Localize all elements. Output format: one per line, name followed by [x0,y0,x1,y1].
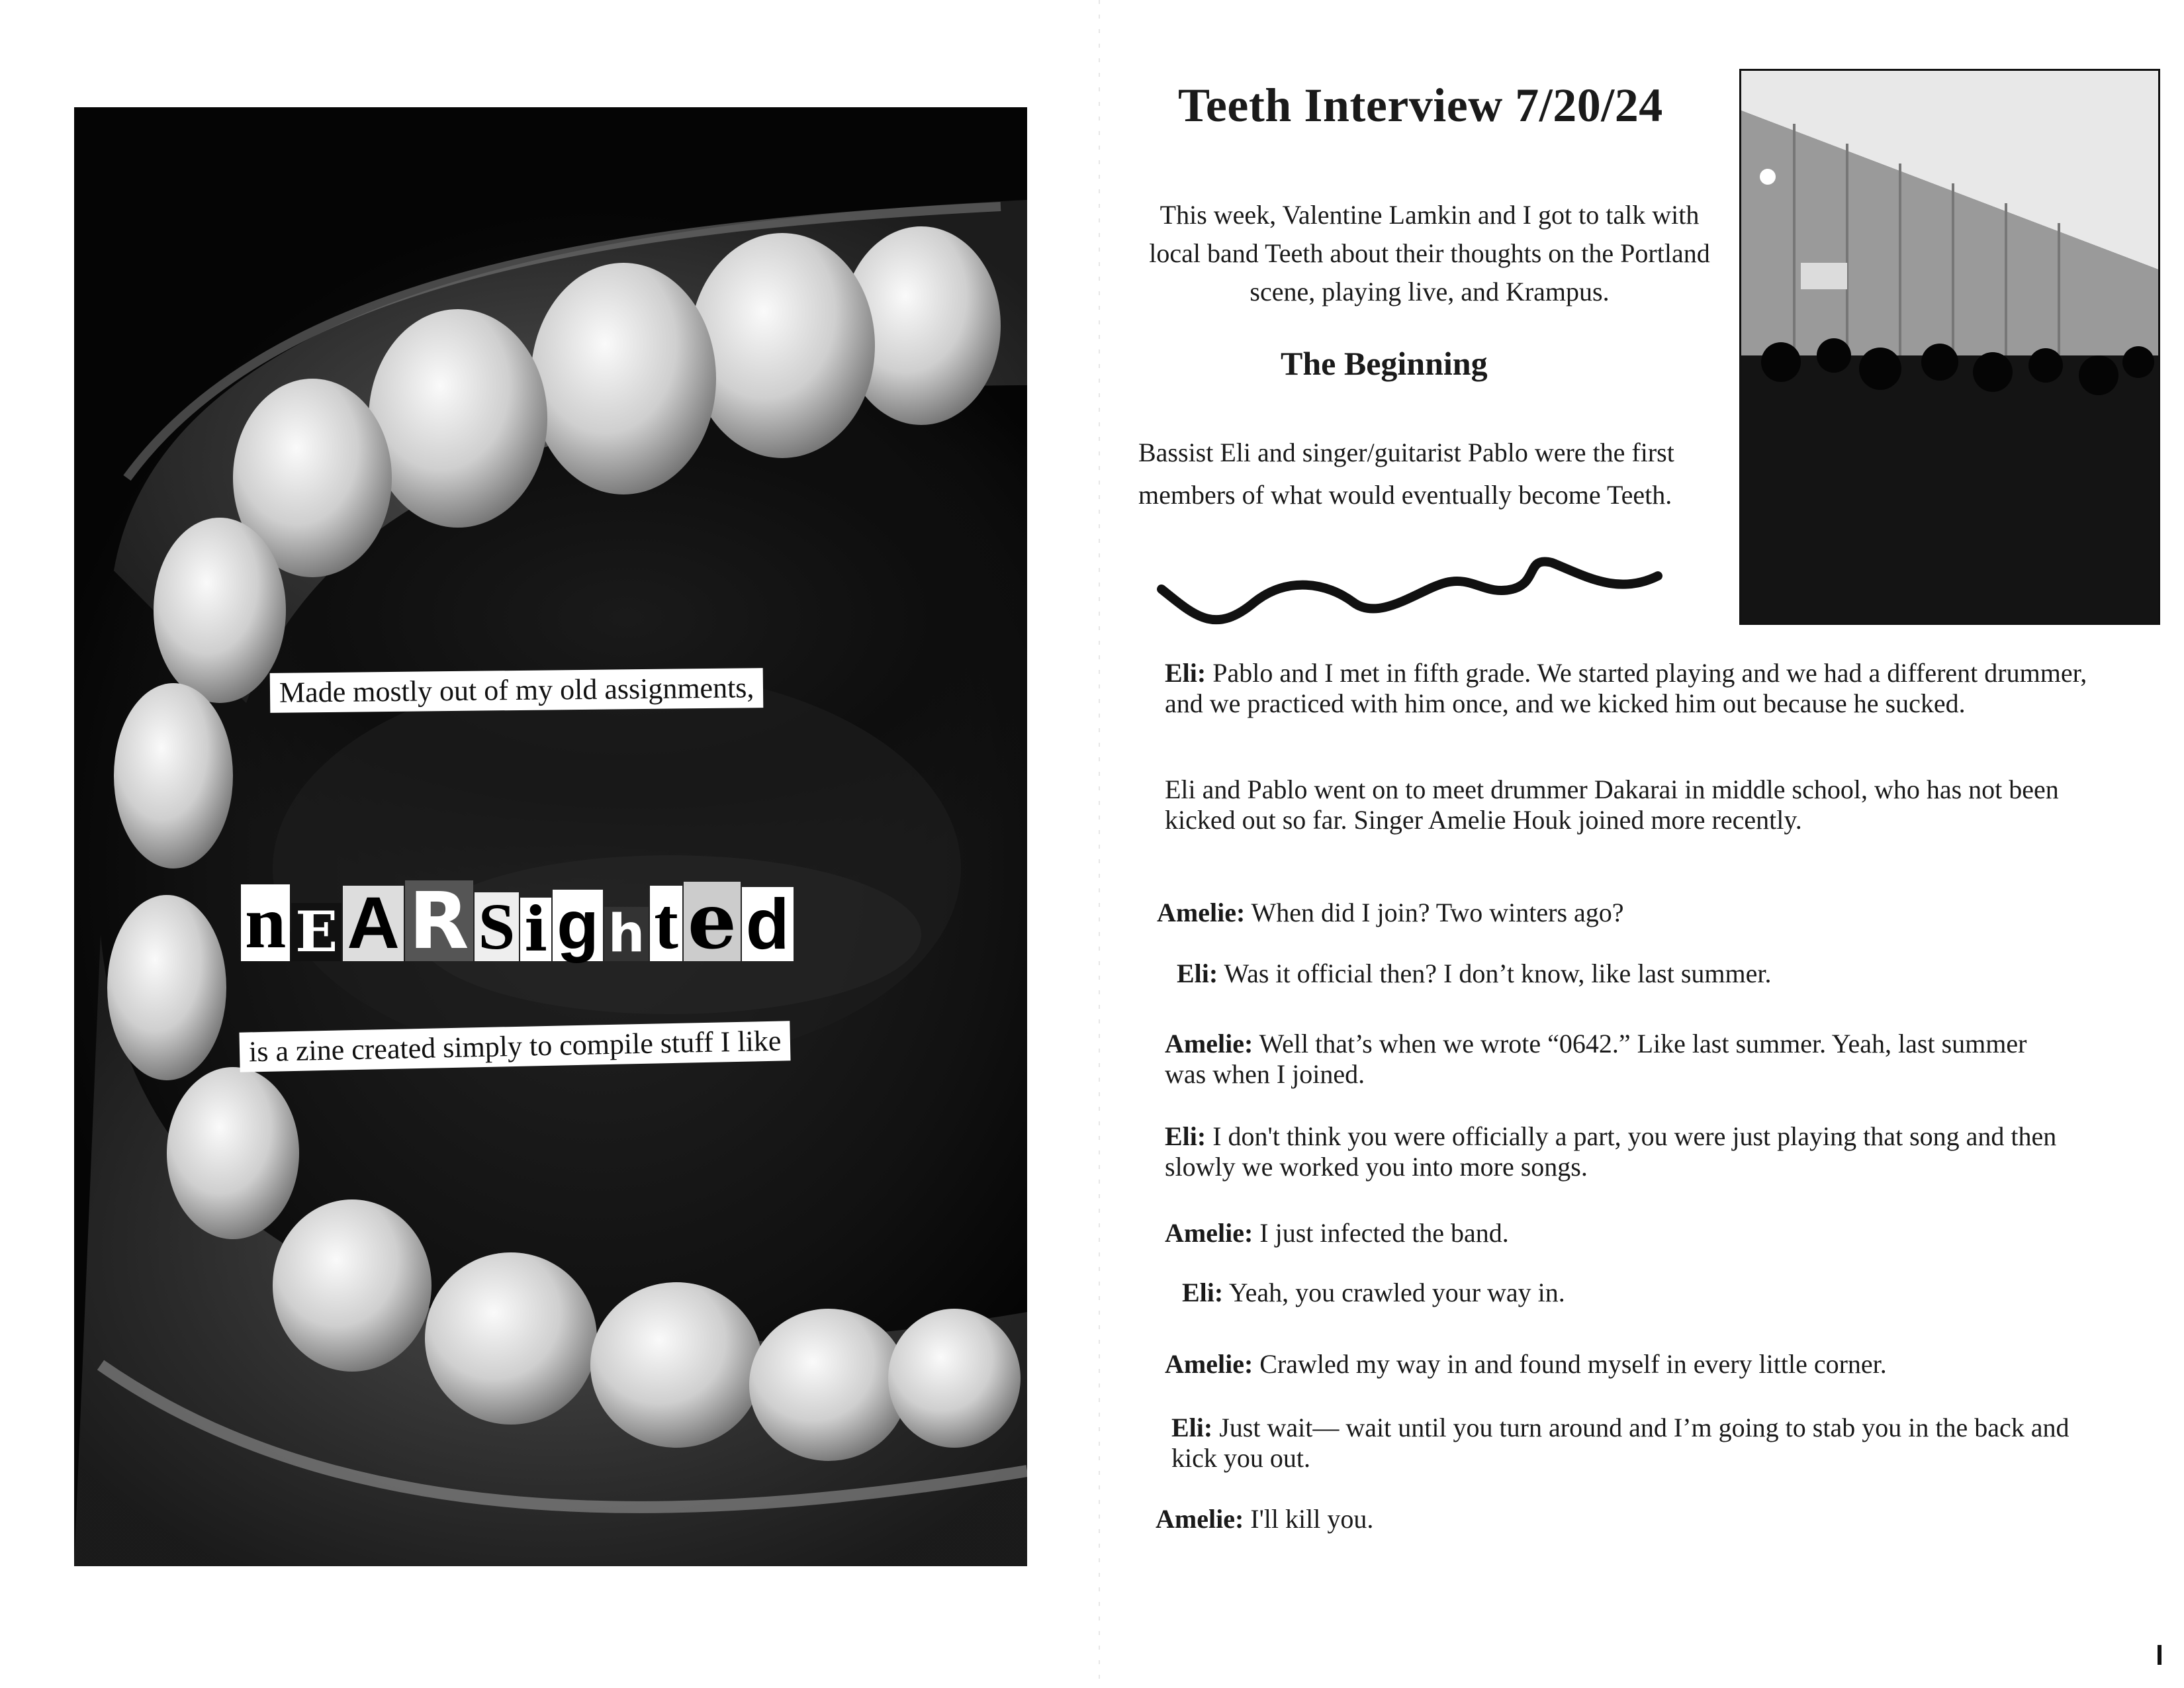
ransom-letter: A [343,886,403,961]
zine-title-ransom-letters [241,875,795,966]
speaker-label: Amelie: [1157,898,1246,927]
transcript-entry [1171,1413,2105,1474]
speaker-label: Eli: [1177,959,1218,988]
entry-text: I'll kill you. [1250,1504,1374,1534]
squiggle-line [1155,549,1664,635]
speaker-label: Amelie: [1165,1349,1253,1379]
transcript-entry [1165,658,2098,719]
section-heading: The Beginning [1281,345,1488,382]
speaker-label: Eli: [1165,658,1206,688]
ransom-letter: g [553,890,603,961]
entry-text: Was it official then? I don’t know, like last summer. [1224,959,1772,988]
article-title: Teeth Interview 7/20/24 [1178,79,1663,132]
entry-text: Just wait— wait until you turn around and I’m going to stab you in the back and kick you out. [1171,1413,2070,1473]
cover-subtitle-top: Made mostly out of my old assignments, [270,668,764,713]
speaker-label: Amelie: [1165,1029,1253,1058]
entry-text: When did I join? Two winters ago? [1251,898,1624,927]
transcript-entry [1177,959,1772,989]
entry-text: Pablo and I met in fifth grade. We started playing and we had a different drummer, and we practiced with him once, and we kicked him out because he sucked. [1165,658,2087,718]
teeth-photo [74,107,1027,1566]
entry-text: Eli and Pablo went on to meet drummer Dakarai in middle school, who has not been kicked out so far. Singer Amelie Houk joined more recently. [1165,774,2059,835]
ransom-letter: i [520,898,551,961]
ransom-letter: d [742,887,794,961]
transcript-entry [1165,1029,2071,1090]
speaker-label: Amelie: [1165,1218,1253,1248]
entry-text: I just infected the band. [1259,1218,1509,1248]
transcript-entry [1165,1349,1887,1380]
speaker-label: Eli: [1165,1121,1206,1151]
transcript-entry [1165,774,2091,835]
article-intro: This week, Valentine Lamkin and I got to talk with local band Teeth about their thoughts on the Portland scene, playing live, and Krampus. [1149,200,1710,306]
ransom-letter: t [650,886,682,961]
transcript-entry [1156,1504,1373,1534]
ransom-letter: R [405,880,473,961]
band-venue-photo [1739,69,2160,625]
transcript-entry [1182,1278,1565,1308]
cover-subtitle-bottom: is a zine created simply to compile stuff I like [239,1021,790,1072]
speaker-label: Eli: [1182,1278,1224,1307]
ransom-letter: E [291,903,341,961]
ransom-letter: S [475,892,520,961]
page-fold [1099,0,1100,1688]
ransom-letter: e [684,882,741,961]
ransom-letter: h [604,907,649,961]
page-edge-mark [2158,1645,2161,1665]
entry-text: Yeah, you crawled your way in. [1228,1278,1565,1307]
ransom-letter: n [241,884,290,961]
cover-image [74,107,1027,1566]
transcript-entry [1165,1218,1509,1248]
entry-text: Well that’s when we wrote “0642.” Like last summer. Yeah, last summer was when I joined. [1165,1029,2027,1089]
transcript-entry [1165,1121,2091,1182]
speaker-label: Eli: [1171,1413,1213,1442]
speaker-label: Amelie: [1156,1504,1244,1534]
bass-note: Bassist Eli and singer/guitarist Pablo were the first members of what would eventually become Teeth. [1138,438,1674,510]
entry-text: Crawled my way in and found myself in every little corner. [1259,1349,1887,1379]
entry-text: I don't think you were officially a part, you were just playing that song and then slowly we worked you into more songs. [1165,1121,2057,1182]
transcript-entry [1157,898,1624,928]
